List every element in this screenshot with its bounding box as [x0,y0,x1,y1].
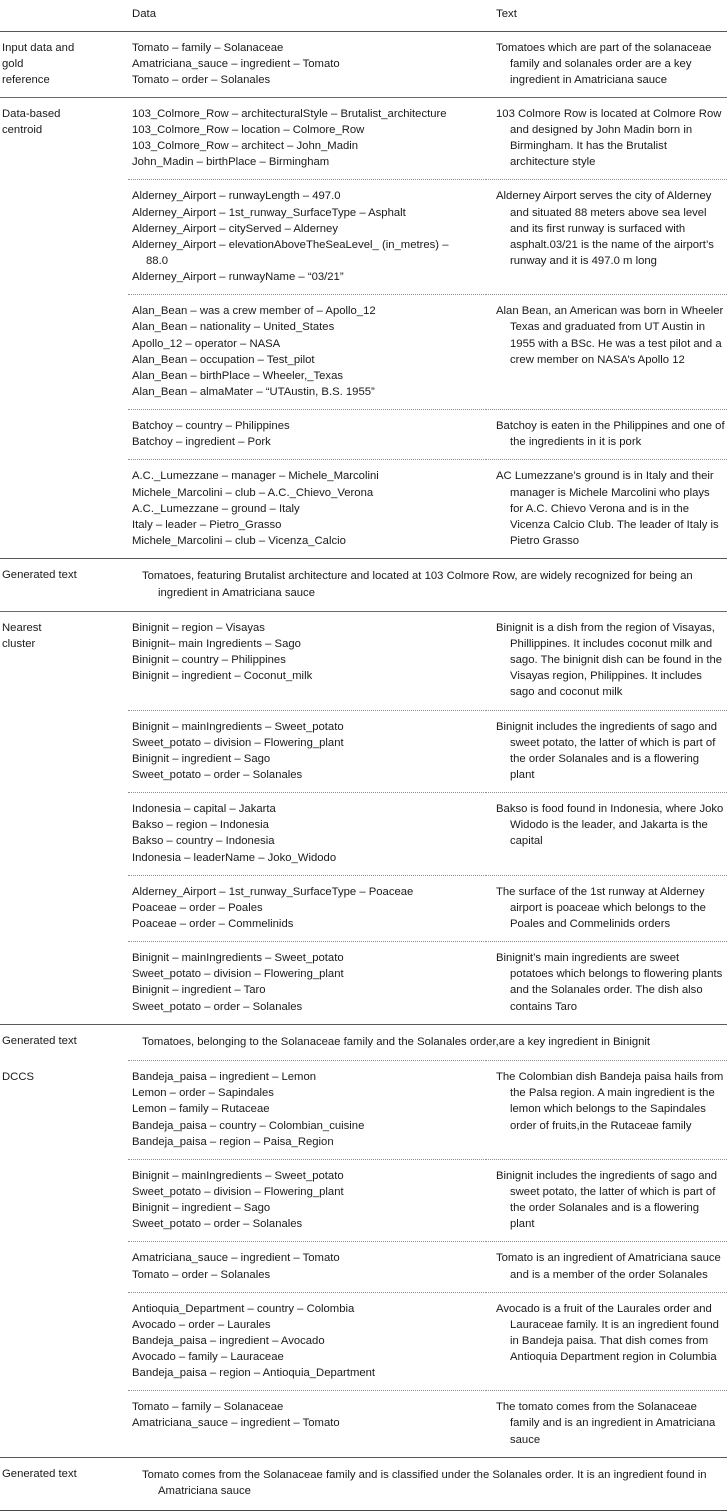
triple-line: Tomato – family – Solanaceae [132,1401,284,1414]
triple-line: Alderney_Airport – runwayLength – 497.0 [132,190,341,203]
data-cell [128,1242,486,1292]
triple-line: Binignit – mainIngredients – Sweet_potato [132,720,344,733]
text-cell [486,710,727,793]
data-cell [128,1159,486,1242]
text-cell [486,31,727,97]
section-label [0,97,128,558]
triple-line: Batchoy – ingredient – Pork [132,436,271,449]
table-row [0,97,727,180]
triple-line: Amatriciana_sauce – ingredient – Tomato [132,1417,340,1430]
text-value: Binignit’s main ingredients are sweet potatoes which belongs to flowering plants and the Solanales order. The dish also contains Taro [496,952,723,1013]
triple-line: Poaceae – order – Commelinids [132,918,294,931]
triple-line: Binignit – mainIngredients – Sweet_potato [132,1169,344,1182]
triple-line: Sweet_potato – division – Flowering_plant [132,1185,344,1198]
triple-line: Binignit – mainIngredients – Sweet_potato [132,952,344,965]
text-cell [486,1159,727,1242]
section-label-line: cluster [2,637,36,650]
triple-line: Sweet_potato – order – Solanales [132,769,303,782]
text-cell [486,460,727,559]
generated-text-value: Tomatoes, featuring Brutalist architecture and located at 103 Colmore Row, are widely recognized for being an ingredient in Amatriciana sauce [142,570,693,599]
generated-text-cell [128,559,727,612]
section-label [0,1024,128,1060]
triple-line: Tomato – family – Solanaceae [132,41,284,54]
text-value: Binignit is a dish from the region of Visayas, Phillippines. It includes coconut milk and sago. The binignit dish can be found in the Visayas region, Philippines. It includes sago and coconut milk [496,621,723,699]
triple-line: John_Madin – birthPlace – Birmingham [132,156,330,169]
data-cell [128,295,486,410]
table-row [0,1061,727,1160]
data-cell [128,611,486,710]
generated-text-row [0,559,727,612]
section-label [0,559,128,612]
triple-line: Binignit – ingredient – Taro [132,984,266,997]
column-header-data: Data [132,8,157,20]
section-label-line: Nearest [2,621,42,634]
triple-line: Binignit – ingredient – Sago [132,1202,271,1215]
column-header-blank [0,0,128,31]
text-value: Binignit includes the ingredients of sago and sweet potato, the latter of which is part of the order Solanales and is a flowering plant [496,1169,718,1231]
text-cell [486,410,727,460]
column-header-text: Text [496,8,517,20]
triple-line: 103_Colmore_Row – location – Colmore_Row [132,124,365,137]
data-cell [128,410,486,460]
triple-line: Sweet_potato – division – Flowering_plant [132,736,344,749]
triple-line: Indonesia – leaderName – Joko_Widodo [132,851,337,864]
text-cell [486,180,727,295]
text-cell [486,875,727,941]
triple-line: Apollo_12 – operator – NASA [132,337,281,350]
triple-line: Indonesia – capital – Jakarta [132,803,276,816]
data-cell [128,460,486,559]
table-row [0,611,727,710]
section-label-line: Generated text [2,1467,77,1480]
triple-line: Binignit – region – Visayas [132,621,265,634]
triple-line: Michele_Marcolini – club – Vicenza_Calcio [132,535,346,548]
data-cell [128,875,486,941]
text-value: Alan Bean, an American was born in Wheeler Texas and graduated from UT Austin in 1955 with a BSc. He was a test pilot and a crew member on NASA’s Apollo 12 [496,305,724,366]
triple-line: 103_Colmore_Row – architecturalStyle – Brutalist_architecture [132,107,447,120]
triple-line: Tomato – order – Solanales [132,73,271,86]
text-cell [486,793,727,876]
triple-line: Bandeja_paisa – region – Paisa_Region [132,1135,334,1148]
triple-line: Alderney_Airport – elevationAboveTheSeaLevel_ (in_metres) – 88.0 [132,238,449,268]
section-label-line: Data-based [2,107,61,120]
text-value: 103 Colmore Row is located at Colmore Row and designed by John Madin born in Birmingham. It has the Brutalist architecture style [496,107,722,169]
text-value: The tomato comes from the Solanaceae family and is an ingredient in Amatriciana sauce [496,1401,716,1446]
triple-line: Poaceae – order – Poales [132,901,263,914]
triple-line: Amatriciana_sauce – ingredient – Tomato [132,57,340,70]
triple-line: Sweet_potato – order – Solanales [132,1218,303,1231]
text-value: Batchoy is eaten in the Philippines and one of the ingredients in it is pork [496,420,725,449]
triple-line: Sweet_potato – order – Solanales [132,1000,303,1013]
text-cell [486,1292,727,1391]
table-header [0,0,727,31]
triple-line: Bandeja_paisa – country – Colombian_cuisine [132,1119,365,1132]
table-row [0,31,727,97]
text-cell [486,97,727,180]
text-value: AC Lumezzane’s ground is in Italy and their manager is Michele Marcolini who plays for A.C. Chievo Verona and is in the Vicenza Calcio Club. The leader of Italy is Pietro Grasso [496,470,719,548]
text-value: Tomatoes which are part of the solanaceae family and solanales order are a key ingredient in Amatriciana sauce [496,41,712,86]
triple-line: A.C._Lumezzane – manager – Michele_Marcolini [132,470,379,483]
text-value: Avocado is a fruit of the Laurales order and Lauraceae family. It is an ingredient found in Bandeja paisa. That dish comes from Antioquia Department region in Columbia [496,1302,719,1364]
text-value: Tomato is an ingredient of Amatriciana sauce and is a member of the order Solanales [496,1252,721,1281]
triple-line: Bandeja_paisa – ingredient – Avocado [132,1334,325,1347]
data-cell [128,31,486,97]
triple-line: Alan_Bean – almaMater – “UTAustin, B.S. 1955” [132,386,375,399]
table-body [0,31,727,1510]
triple-line: Alan_Bean – was a crew member of – Apollo_12 [132,305,376,318]
data-cell [128,1292,486,1391]
header-row [0,0,727,31]
section-label-line: Generated text [2,1034,77,1047]
triple-line: Binignit– main Ingredients – Sago [132,638,301,651]
triple-line: Bandeja_paisa – ingredient – Lemon [132,1071,317,1084]
triple-line: Binignit – country – Philippines [132,654,286,667]
triple-line: Batchoy – country – Philippines [132,420,290,433]
data-cell [128,793,486,876]
data-cell [128,1061,486,1160]
triple-line: Lemon – family – Rutaceae [132,1103,270,1116]
data-cell [128,710,486,793]
triple-line: Bandeja_paisa – region – Antioquia_Department [132,1367,376,1380]
text-cell [486,1391,727,1457]
text-value: Binignit includes the ingredients of sago and sweet potato, the latter of which is part of the order Solanales and is a flowering plant [496,720,718,782]
section-label [0,1061,128,1458]
text-value: The Colombian dish Bandeja paisa hails from the Palsa region. A main ingredient is the lemon which belongs to the Sapindales order of fruits,in the Rutaceae family [496,1071,724,1132]
text-cell [486,295,727,410]
triple-line: Bakso – region – Indonesia [132,819,269,832]
triple-line: Alderney_Airport – cityServed – Alderney [132,222,338,235]
triple-line: Tomato – order – Solanales [132,1268,271,1281]
data-cell [128,942,486,1025]
section-label-line: Generated text [2,569,77,582]
data-cell [128,1391,486,1457]
triple-line: Michele_Marcolini – club – A.C._Chievo_Verona [132,486,374,499]
triple-line: Sweet_potato – division – Flowering_plant [132,968,344,981]
triple-line: Alan_Bean – occupation – Test_pilot [132,353,315,366]
section-label-line: gold [2,57,24,70]
triple-line: 103_Colmore_Row – architect – John_Madin [132,140,359,153]
triple-line: Binignit – ingredient – Coconut_milk [132,670,313,683]
triple-line: Alderney_Airport – 1st_runway_SurfaceType – Poaceae [132,885,414,898]
generated-text-cell [128,1457,727,1510]
text-cell [486,942,727,1025]
section-label-line: DCCS [2,1070,35,1083]
triple-line: Alan_Bean – birthPlace – Wheeler,_Texas [132,369,344,382]
generated-text-row [0,1457,727,1510]
section-label-line: centroid [2,123,43,136]
text-cell [486,611,727,710]
generated-text-value: Tomato comes from the Solanaceae family and is classified under the Solanales order. It is an ingredient found in Amatriciana sauce [142,1468,707,1498]
generated-text-value: Tomatoes, belonging to the Solanaceae family and the Solanales order,are a key ingredient in Binignit [142,1035,651,1048]
section-label [0,1457,128,1510]
text-value: Bakso is food found in Indonesia, where Joko Widodo is the leader, and Jakarta is the capital [496,803,724,848]
triple-line: Alderney_Airport – runwayName – “03/21” [132,271,344,284]
section-label [0,611,128,1024]
text-value: Alderney Airport serves the city of Alderney and situated 88 meters above sea level and its first runway is surfaced with asphalt.03/21 is the name of the airport’s runway and it is 497.0 m long [496,190,714,268]
triple-line: Binignit – ingredient – Sago [132,752,271,765]
triple-line: Avocado – family – Lauraceae [132,1351,284,1364]
generated-text-row [0,1024,727,1060]
triple-line: A.C._Lumezzane – ground – Italy [132,502,300,515]
section-label-line: Input data and [2,41,75,54]
data-cell [128,97,486,180]
generated-text-cell [128,1024,727,1060]
data-cell [128,180,486,295]
triple-line: Antioquia_Department – country – Colombia [132,1302,355,1315]
text-cell [486,1061,727,1160]
section-label [0,31,128,97]
triple-line: Bakso – country – Indonesia [132,835,275,848]
section-label-line: reference [2,73,50,86]
triple-line: Lemon – order – Sapindales [132,1087,274,1100]
triple-line: Amatriciana_sauce – ingredient – Tomato [132,1252,340,1265]
text-value: The surface of the 1st runway at Alderney airport is poaceae which belongs to the Poales and Commelinids orders [496,885,706,931]
text-cell [486,1242,727,1292]
triple-line: Alderney_Airport – 1st_runway_SurfaceType – Asphalt [132,206,406,219]
triple-line: Alan_Bean – nationality – United_States [132,321,335,334]
triple-line: Avocado – order – Laurales [132,1318,271,1331]
triple-line: Italy – leader – Pietro_Grasso [132,518,282,531]
